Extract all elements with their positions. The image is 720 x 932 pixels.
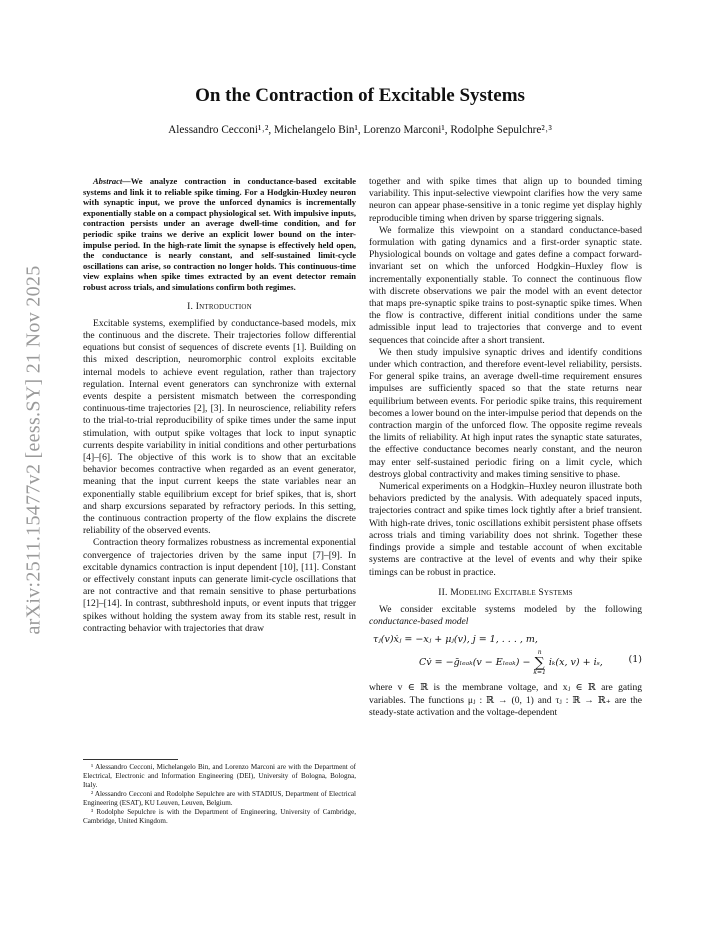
summation-symbol: n ∑ k=1 — [533, 649, 546, 677]
paragraph: We then study impulsive synaptic drives and identify conditions under which contraction, and therefore event-level reliability, persists. For general spike trains, an average dwell-time requirement ensures impulses are sufficiently spaced so that the state returns near equilibrium between events. For periodic spike trains, this requirement becomes a lower bound on the inter-impulse period that depends on the contraction margin of the unforced flow. The opposite regime reveals the limits of reliability. At high input rates the synaptic state saturates, the effective conductance becomes nearly constant, and the neuron may enter self-sustained periodic firing on a limit cycle, which destroys global contractivity and makes timing sensitive to phase. — [369, 346, 642, 480]
equation-line-gating: τⱼ(v)ẋⱼ = −xⱼ + μⱼ(v), j = 1, . . . , m, — [373, 634, 538, 646]
footnote-rule — [83, 759, 178, 760]
paragraph: where v ∈ ℝ is the membrane voltage, and xⱼ ∈ ℝ are gating variables. The functions μⱼ : ℝ → (0, 1) and τⱼ : ℝ → ℝ₊ are the steady-state activation and the voltage-dependent — [369, 682, 642, 718]
paragraph: We formalize this viewpoint on a standard conductance-based formulation with gating dynamics and a first-order synaptic state. Physiological bounds on voltage and gates define a compact forward-invariant set on which the unforced Hodgkin–Huxley flow is incrementally exponentially stable. To connect the continuous flow with discrete observations we pair the model with an event detector that maps pre-synaptic spike trains to post-synaptic spike times. When the flow is contractive, different initial conditions under the same admissible input lead to trajectories that converge and to event sequences that coincide after a short transient. — [369, 224, 642, 346]
abstract-lead: Abstract— — [93, 176, 131, 186]
arxiv-watermark — [14, 230, 54, 670]
paragraph: Contraction theory formalizes robustness as incremental exponential convergence of trajectories driven by the same input [7]–[9]. In excitable dynamics contraction is input dependent [10], [11]. Constant or effectively constant inputs can generate limit-cycle oscillations that are not contractive and that remain sensitive to phase perturbations [12]–[14]. In contrast, subthreshold inputs, or event inputs that trigger spikes without holding the system away from its stable rest, result in contracting behavior with trajectories that draw — [83, 537, 356, 634]
paragraph: Excitable systems, exemplified by conductance-based models, mix the continuous and the discrete. Their trajectories follow differential equations but consist of sequences of discrete events [1]. Building on this mixed description, neuromorphic control exploits excitable internal models to achieve event regulation, rather than trajectory regulation. Internal event generators can synchronize with external events despite a persistent mismatch between the corresponding continuous-time trajectories [2], [3]. In neuroscience, reliability refers to the trial-to-trial reproducibility of spike times under the same input stimulation, with output spike voltages that lock to input synaptic currents despite variability in initial conditions and other perturbations [4]–[6]. The objective of this work is to show that an excitable behavior becomes contractive when regarded as an event generator, meaning that the input current keeps the state variables near an exponentially stable equilibrium except for brief spikes, that is, short and sharp excursions separated by refractory periods. In this setting, the continuous contraction property of the flow explains the discrete reliability of the observed events. — [83, 317, 356, 537]
section-heading-introduction: I. Introduction — [187, 300, 252, 312]
equation-number: (1) — [628, 654, 642, 666]
paragraph: We consider excitable systems modeled by the following conductance-based model — [369, 603, 642, 628]
footnote: ¹ Alessandro Cecconi, Michelangelo Bin, and Lorenzo Marconi are with the Department of Electrical, Electronic and Information Engineering (DEI), University of Bologna, Bologna, Italy. — [83, 763, 356, 789]
equation-1 — [369, 632, 642, 678]
footnotes — [83, 759, 356, 826]
author-list: Alessandro Cecconi¹˒², Michelangelo Bin¹, Lorenzo Marconi¹, Rodolphe Sepulchre²˒³ — [168, 124, 552, 136]
paragraph: Numerical experiments on a Hodgkin–Huxley neuron illustrate both behaviors predicted by the analysis. With adequately spaced inputs, trajectories contract and spike times lock tightly after a brief transient. With high-rate drives, tonic oscillations exhibit persistent phase offsets across trials and timing variability does not shrink. Together these findings provide a simple and testable account of when excitable systems are contractive at the level of events and why their spike timings can be robust in practice. — [369, 481, 642, 578]
footnote: ² Alessandro Cecconi and Rodolphe Sepulchre are with STADIUS, Department of Electrical Engineering (ESAT), KU Leuven, Leuven, Belgium. — [83, 790, 356, 807]
section-heading-modeling: II. Modeling Excitable Systems — [438, 586, 573, 598]
left-column — [83, 176, 356, 635]
abstract-text: We analyze contraction in conductance-based excitable systems and link it to reliable spike timing. For a Hodgkin-Huxley neuron with synaptic input, we prove the unforced dynamics is incrementally exponentially stable on a compact physiological set. With impulsive inputs, contraction persists under an average dwell-time condition, and for periodic spike trains we derive an explicit lower bound on the inter-impulse period. In the high-rate limit the synapse is effectively held open, the conductance is nearly constant, and self-sustained limit-cycle oscillations can arise, so contraction no longer holds. This continuous-time view explains when spike times extracted by an event detector remain robust across trials, and simulations confirm both regimes. — [83, 176, 356, 292]
arxiv-id: arXiv:2511.15477v2 [eess.SY] 21 Nov 2025 — [22, 265, 45, 635]
paper-title: On the Contraction of Excitable Systems — [195, 85, 525, 106]
equation-line-voltage: Cv̇ = −ḡₗₑₐₖ(v − Eₗₑₐₖ) − n ∑ k=1 iₖ(x, v) + iₛ, — [419, 649, 603, 677]
footnote: ³ Rodolphe Sepulchre is with the Department of Engineering, University of Cambridge, Cambridge, United Kingdom. — [83, 808, 356, 825]
abstract — [83, 176, 356, 293]
paragraph: together and with spike times that align up to bounded timing variability. This input-selective viewpoint clarifies how the very same neuron can appear phase-sensitive in a tonic regime yet display highly reproducible timing when driven by sparse triggering signals. — [369, 176, 642, 224]
right-column — [369, 176, 642, 719]
